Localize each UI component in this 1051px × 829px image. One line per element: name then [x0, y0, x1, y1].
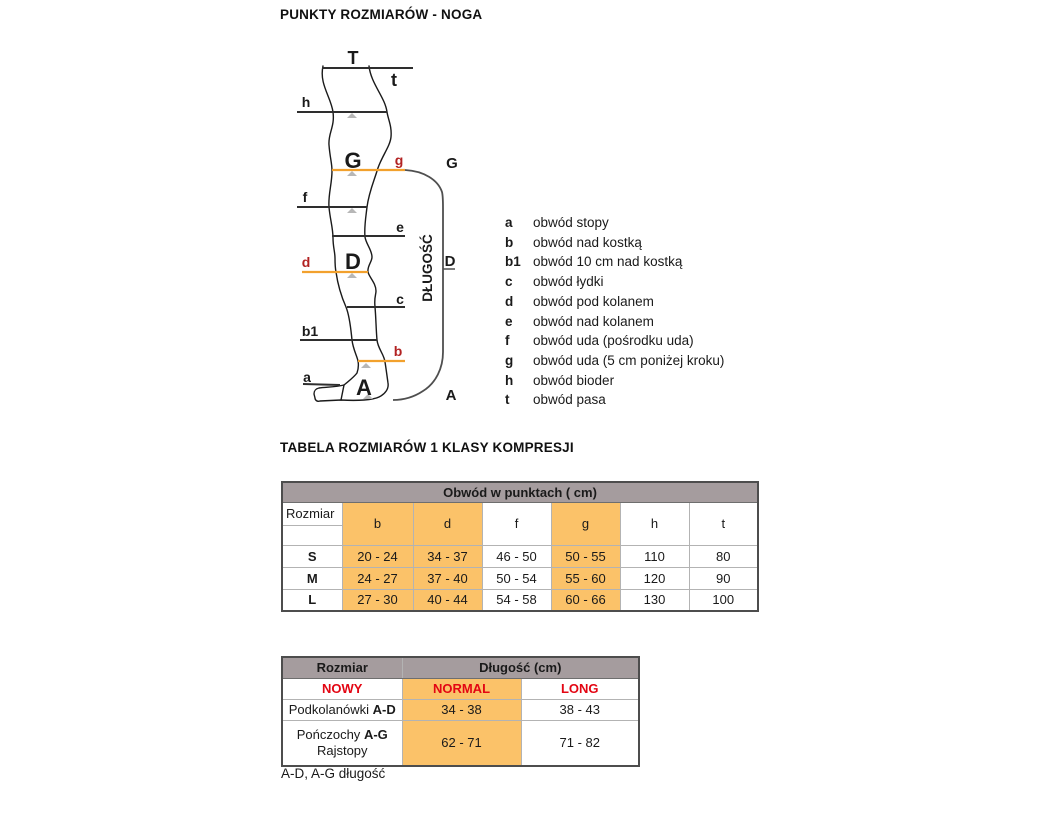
legend-key: f [505, 333, 510, 349]
label-A-big: A [356, 375, 372, 400]
table-row-size-l [282, 589, 758, 611]
legend-key: h [505, 372, 514, 388]
measurement-legend [505, 213, 724, 410]
cell-l-g: 60 - 66 [551, 589, 620, 611]
label-b: b [393, 343, 403, 359]
page-title: PUNKTY ROZMIARÓW - NOGA [280, 7, 483, 22]
length-table [281, 656, 640, 767]
label-f: f [302, 189, 308, 205]
cell-podkolanowki-normal: 34 - 38 [402, 699, 521, 720]
column-header-g: g [551, 502, 620, 545]
column-header-b: b [342, 502, 413, 545]
column-header-t: t [689, 502, 758, 545]
cell-s-g: 50 - 55 [551, 545, 620, 567]
table-row-variants [282, 678, 639, 699]
size-label: M [282, 567, 342, 589]
variant-long: LONG [521, 678, 639, 699]
legend-item-d [505, 292, 724, 312]
variant-normal: NORMAL [402, 678, 521, 699]
legend-item-a [505, 213, 724, 233]
legend-text: obwód nad kostką [533, 234, 642, 250]
legend-item-t [505, 390, 724, 410]
table-row-size-m [282, 567, 758, 589]
cell-podkolanowki-long: 38 - 43 [521, 699, 639, 720]
label-g: g [394, 152, 404, 168]
size-label: S [282, 545, 342, 567]
triangle-marker-b [361, 363, 371, 368]
legend-item-f [505, 331, 724, 351]
column-header-f: f [482, 502, 551, 545]
cell-m-d: 37 - 40 [413, 567, 482, 589]
label-t: t [391, 70, 397, 90]
legend-text: obwód nad kolanem [533, 313, 654, 329]
column-header-h: h [620, 502, 689, 545]
cell-s-f: 46 - 50 [482, 545, 551, 567]
legend-key: c [505, 274, 513, 290]
label-a: a [303, 369, 311, 385]
length-table-size-header: Rozmiar [282, 657, 402, 678]
label-G-big: G [344, 148, 362, 173]
cell-m-g: 55 - 60 [551, 567, 620, 589]
legend-key: e [505, 313, 513, 329]
cell-l-t: 100 [689, 589, 758, 611]
product-range: A-G [363, 726, 388, 742]
cell-l-d: 40 - 44 [413, 589, 482, 611]
cell-ponczochy-long: 71 - 82 [521, 720, 639, 766]
bracket-label-D: D [444, 253, 456, 270]
table-row [282, 657, 639, 678]
label-c: c [396, 291, 404, 307]
cell-s-h: 110 [620, 545, 689, 567]
length-bracket [393, 170, 443, 400]
cell-l-f: 54 - 58 [482, 589, 551, 611]
legend-key: b1 [505, 254, 521, 270]
cell-ponczochy-normal: 62 - 71 [402, 720, 521, 766]
size-label: L [282, 589, 342, 611]
variant-nowy: NOWY [282, 678, 402, 699]
empty-cell [282, 525, 342, 545]
size-table-row-header: Rozmiar [282, 502, 342, 525]
legend-item-b1 [505, 252, 724, 272]
legend-text: obwód pod kolanem [533, 293, 654, 309]
legend-key: d [505, 293, 514, 309]
size-table-title: TABELA ROZMIARÓW 1 KLASY KOMPRESJI [280, 440, 574, 455]
label-b1: b1 [301, 323, 319, 339]
label-e: e [396, 219, 404, 235]
legend-item-h [505, 371, 724, 391]
product-name-2: Rajstopy [316, 742, 368, 758]
cell-m-f: 50 - 54 [482, 567, 551, 589]
column-header-d: d [413, 502, 482, 545]
cell-s-b: 20 - 24 [342, 545, 413, 567]
legend-item-e [505, 312, 724, 332]
product-name: Podkolanówki [288, 702, 369, 717]
legend-text: obwód uda (5 cm poniżej kroku) [533, 352, 725, 368]
cell-l-b: 27 - 30 [342, 589, 413, 611]
leg-measurement-diagram [290, 45, 485, 435]
label-D-big: D [345, 249, 361, 274]
triangle-marker-h [347, 113, 357, 118]
legend-text: obwód łydki [533, 274, 604, 290]
label-d: d [301, 254, 311, 270]
legend-text: obwód uda (pośrodku uda) [533, 333, 694, 349]
legend-item-g [505, 351, 724, 371]
bracket-label-A: A [445, 387, 457, 404]
legend-item-c [505, 272, 724, 292]
table-row [282, 502, 758, 525]
cell-m-t: 90 [689, 567, 758, 589]
product-name: Pończochy [296, 726, 361, 742]
product-range: A-D [372, 702, 396, 717]
cell-m-b: 24 - 27 [342, 567, 413, 589]
product-name-cell [282, 720, 402, 766]
legend-item-b [505, 233, 724, 253]
size-table-header: Obwód w punktach ( cm) [282, 482, 758, 502]
cell-l-h: 130 [620, 589, 689, 611]
length-table-length-header: Długość (cm) [402, 657, 639, 678]
label-h: h [301, 94, 311, 110]
cell-s-d: 34 - 37 [413, 545, 482, 567]
table-row-ponczochy-rajstopy [282, 720, 639, 766]
product-name-cell [282, 699, 402, 720]
legend-text: obwód stopy [533, 215, 609, 230]
legend-key: g [505, 352, 514, 368]
legend-text: obwód 10 cm nad kostką [533, 254, 683, 270]
table-row [282, 482, 758, 502]
size-table [281, 481, 759, 612]
bracket-label-G: G [446, 155, 458, 172]
cell-m-h: 120 [620, 567, 689, 589]
footnote: A-D, A-G długość [281, 766, 386, 781]
legend-text: obwód bioder [533, 372, 615, 388]
legend-key: t [505, 392, 510, 408]
legend-key: a [505, 215, 513, 230]
triangle-marker-f [347, 208, 357, 213]
length-axis-label: DŁUGOŚĆ [420, 234, 435, 302]
table-row-size-s [282, 545, 758, 567]
legend-key: b [505, 234, 514, 250]
label-T: T [347, 48, 359, 68]
cell-s-t: 80 [689, 545, 758, 567]
table-row-podkolanowki [282, 699, 639, 720]
toe-cap-line [341, 385, 344, 400]
legend-text: obwód pasa [533, 392, 606, 408]
